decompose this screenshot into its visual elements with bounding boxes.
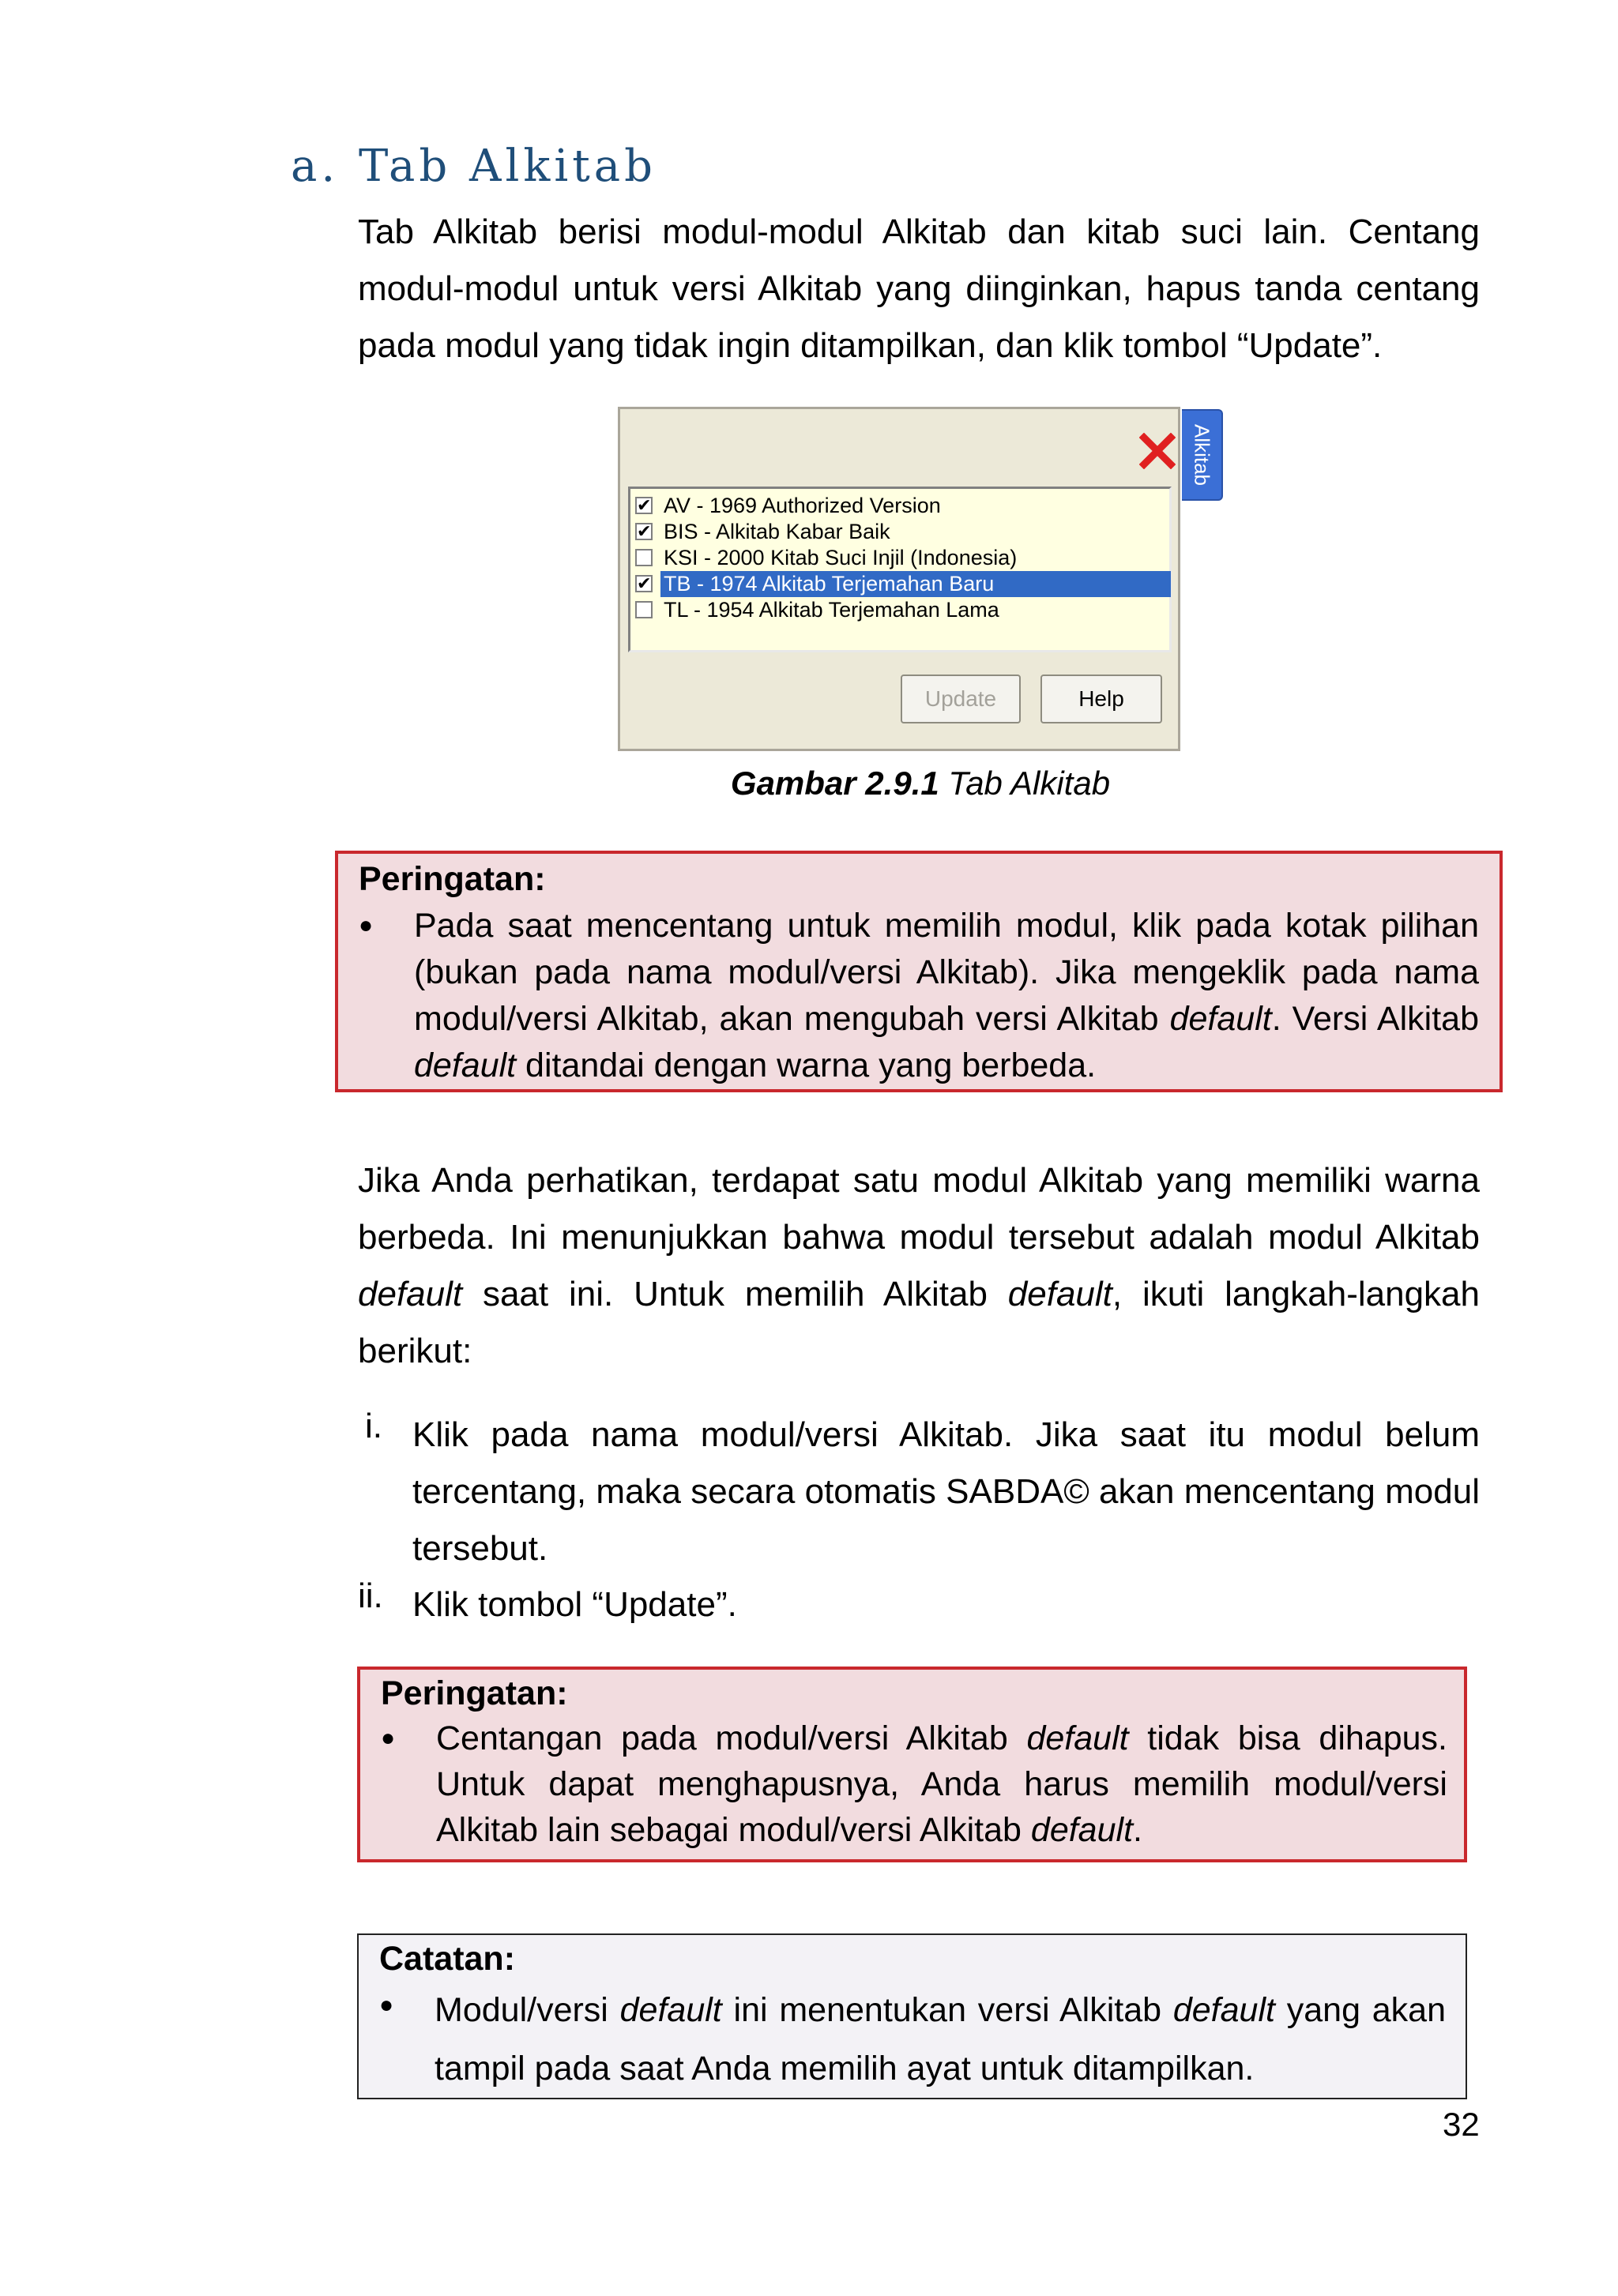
warning-box	[357, 1667, 1467, 1862]
module-item[interactable]	[634, 597, 1171, 623]
intro-paragraph: Tab Alkitab berisi modul-modul Alkitab dan kitab suci lain. Centang modul-modul untuk versi Alkitab yang diinginkan, hapus tanda centang pada modul yang tidak ingin ditampilkan, dan klik tombol “Update”.	[358, 212, 1480, 365]
step-number: ii.	[358, 1576, 383, 1615]
figure-label: Gambar 2.9.1	[730, 765, 939, 802]
section-title: Tab Alkitab	[359, 141, 657, 192]
body-paragraph: Jika Anda perhatikan, terdapat satu modul Alkitab yang memiliki warna berbeda. Ini menunjukkan bahwa modul tersebut adalah modul Alkitab default saat ini. Untuk memilih Alkitab default, ikuti langkah-langkah berikut:	[358, 1161, 1480, 1370]
note-box	[357, 1933, 1467, 2099]
module-label[interactable]: KSI - 2000 Kitab Suci Injil (Indonesia)	[664, 546, 1018, 569]
module-list[interactable]	[628, 487, 1172, 652]
warning-title: Peringatan:	[359, 860, 546, 898]
module-label[interactable]: TL - 1954 Alkitab Terjemahan Lama	[664, 598, 999, 622]
module-checkbox[interactable]: ✔	[637, 521, 652, 541]
side-tab-alkitab[interactable]	[1182, 409, 1223, 501]
side-tab-label: Alkitab	[1190, 423, 1214, 487]
bullet-icon: ●	[359, 912, 374, 938]
figure-caption	[618, 765, 1223, 802]
section-number: a.	[291, 141, 340, 192]
bullet-icon: ●	[381, 1725, 396, 1751]
warning-text: Pada saat mencentang untuk memilih modul, klik pada kotak pilihan (bukan pada nama modul/versi Alkitab). Jika mengeklik pada nama modul/versi Alkitab, akan mengubah versi Alkitab default. Versi Alkitab default ditandai dengan warna yang berbeda.	[414, 907, 1479, 1084]
alkitab-tab-panel	[618, 407, 1180, 751]
module-checkbox[interactable]: ✔	[637, 495, 652, 515]
module-label[interactable]: TB - 1974 Alkitab Terjemahan Baru	[660, 571, 1171, 597]
warning-title: Peringatan:	[381, 1674, 568, 1712]
module-item-selected[interactable]	[634, 571, 1171, 597]
help-button[interactable]: Help	[1040, 675, 1162, 723]
close-icon[interactable]	[1139, 433, 1176, 469]
warning-box	[335, 851, 1503, 1092]
figure-title: Tab Alkitab	[939, 765, 1111, 802]
step-text: Klik pada nama modul/versi Alkitab. Jika saat itu modul belum tercentang, maka secara otomatis SABDA© akan mencentang modul tersebut.	[412, 1415, 1480, 1568]
note-title: Catatan:	[379, 1940, 516, 1978]
step-text: Klik tombol “Update”.	[412, 1585, 737, 1624]
warning-text: Centangan pada modul/versi Alkitab default tidak bisa dihapus. Untuk dapat menghapusnya, Anda harus memilih modul/versi Alkitab lain sebagai modul/versi Alkitab default.	[436, 1719, 1448, 1849]
page-number: 32	[1443, 2106, 1480, 2143]
module-label[interactable]: BIS - Alkitab Kabar Baik	[664, 520, 890, 543]
module-item[interactable]	[634, 519, 1171, 545]
module-item[interactable]	[634, 493, 1171, 519]
section-heading	[291, 141, 657, 192]
module-item[interactable]	[634, 545, 1171, 571]
module-checkbox[interactable]: ✔	[637, 573, 652, 593]
note-text: Modul/versi default ini menentukan versi Alkitab default yang akan tampil pada saat Anda memilih ayat untuk ditampilkan.	[435, 1991, 1447, 2087]
update-button[interactable]: Update	[901, 675, 1021, 723]
module-checkbox[interactable]	[635, 601, 653, 618]
module-label[interactable]: AV - 1969 Authorized Version	[664, 494, 941, 517]
step-number: i.	[365, 1407, 382, 1445]
bullet-icon: ●	[379, 1992, 394, 2018]
module-checkbox[interactable]	[635, 549, 653, 566]
